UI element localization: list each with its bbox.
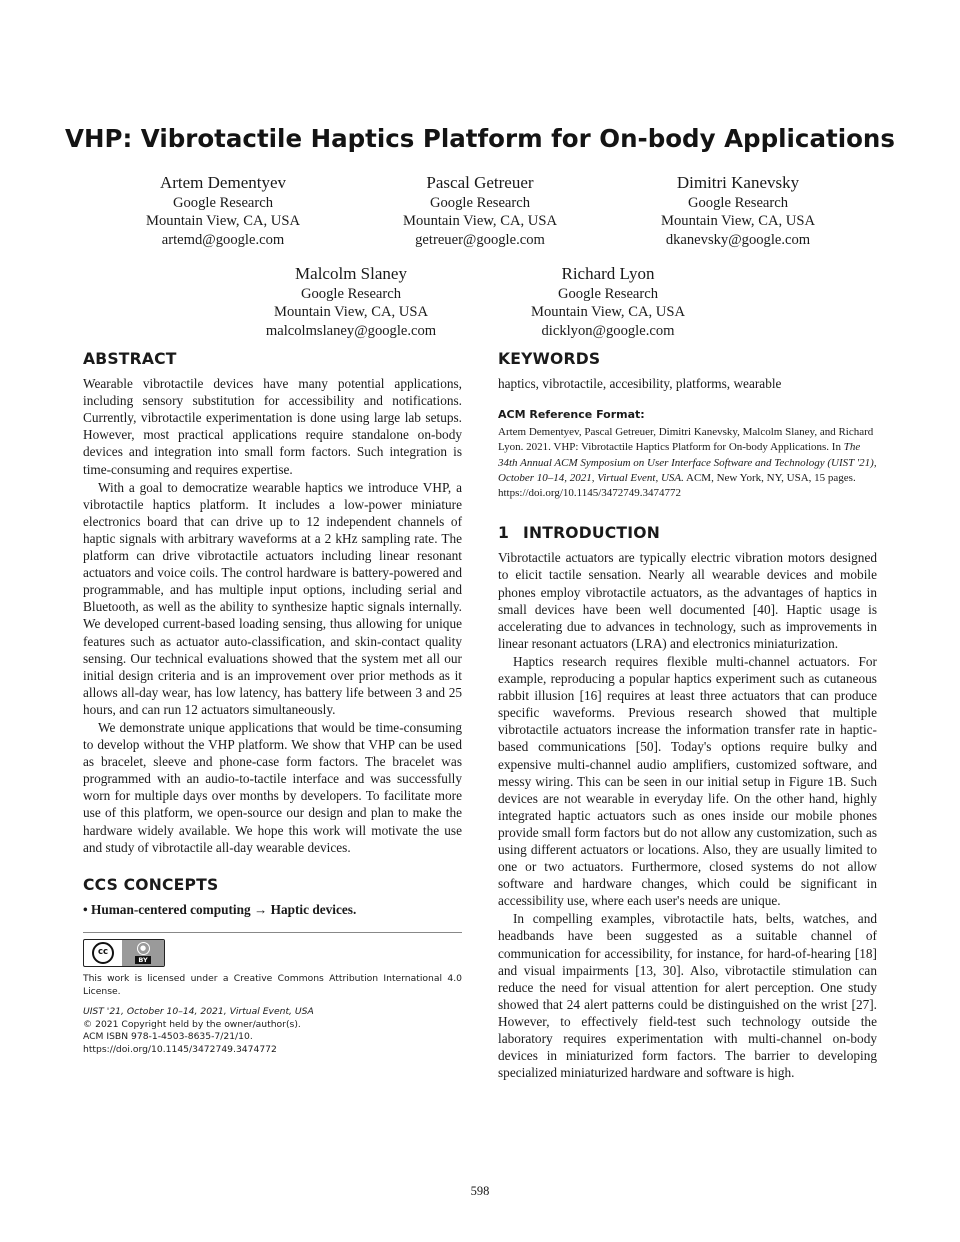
author-name: Pascal Getreuer <box>426 173 534 192</box>
isbn-line: ACM ISBN 978-1-4503-8635-7/21/10. <box>83 1031 253 1043</box>
abstract-paragraph: We demonstrate unique applications that would be time-consuming to develop without the VHP platform. We show that VHP can be used as bracelet, sleeve and phone-case form factors. The bracelet was programmed with an audio-to-tactile interface and was successfully worn for multiple days over months by developers. To facilitate more use of this platform, we open-source our design and plan to make the hardware widely available. We hope this work will motivate the use and study of vibrotactile all-day wearable devices. <box>83 719 462 855</box>
abstract-heading: ABSTRACT <box>83 350 177 368</box>
introduction-heading <box>498 525 877 542</box>
author-block <box>350 172 610 249</box>
reference-publisher: ACM, New York, NY, USA, 15 pages. https://doi.org/10.1145/3472749.3474772 <box>498 471 856 500</box>
author-email: dkanevsky@google.com <box>665 231 811 248</box>
abstract-paragraph: With a goal to democratize wearable haptics we introduce VHP, a vibrotactile haptics platform. It includes a low-power miniature electronics board that can drive up to 12 independent channels of haptic signals with arbitrary waveforms at a 2 kHz sampling rate. The platform can drive vibrotactile actuators including linear resonant actuators and voice coils. The control hardware is battery-powered and programmable, and has multiple input options, including serial and Bluetooth, as well as the ability to synthesize haptic signals internally. We developed current-based loading sensing, thus allowing for unique features such as actuator auto-classification, and skin-contact quality sensing. Our technical evaluations showed that the system met all our initial design criteria and is an improvement over prior methods as it allows all-day wear, has low latency, has battery life between 3 and 25 hours, and can run 12 actuators simultaneously. <box>83 479 462 717</box>
author-email: getreuer@google.com <box>415 231 545 248</box>
author-affiliation: Google Research <box>300 286 402 302</box>
author-name: Artem Dementyev <box>159 173 287 192</box>
author-email: dicklyon@google.com <box>541 322 675 339</box>
keywords-heading: KEYWORDS <box>498 350 601 368</box>
author-block <box>221 263 481 340</box>
author-affiliation: Google Research <box>687 195 789 211</box>
author-location: Mountain View, CA, USA <box>146 213 300 230</box>
author-email: malcolmslaney@google.com <box>265 322 437 339</box>
introduction-paragraph: Vibrotactile actuators are typically electric vibration motors designed to elicit tactile sensation. Nearly all wearable devices and mobile phones employ vibrotactile actuators, as the advantages of haptics in small devices have been well documented [40]. Haptic usage is accelerating due to advances in technology, such as improvements in linear resonant actuators (LRA) and electronics miniaturization. <box>498 550 877 651</box>
author-affiliation: Google Research <box>429 195 531 211</box>
reference-format-heading: ACM Reference Format: <box>498 408 645 422</box>
ccs-heading: CCS CONCEPTS <box>83 875 219 894</box>
author-location: Mountain View, CA, USA <box>403 213 557 230</box>
left-column <box>83 351 462 1056</box>
abstract-paragraph: Wearable vibrotactile devices have many potential applications, including sensory substitution for accessibility and notifications. Currently, vibrotactile experimentation is done using large lab setups. However, most practical applications require standalone on-body devices and integration into small form factors. Such integration is time-consuming and requires expertise. <box>83 376 462 477</box>
reference-authors-title: Artem Dementyev, Pascal Getreuer, Dimitri Kanevsky, Malcolm Slaney, and Richard Lyon. 2021. VHP: Vibrotactile Haptics Platform for On-body Applications. In <box>498 426 874 454</box>
doi-line: https://doi.org/10.1145/3472749.3474772 <box>83 1043 277 1055</box>
attribution-person-icon: ● <box>137 942 150 955</box>
keywords-text: haptics, vibrotactile, accesibility, platforms, wearable <box>498 376 782 392</box>
author-block <box>93 172 353 249</box>
author-location: Mountain View, CA, USA <box>274 304 428 321</box>
page-number: 598 <box>470 1184 490 1198</box>
cc-by-license-badge <box>83 939 165 967</box>
author-affiliation: Google Research <box>172 195 274 211</box>
venue-line: UIST '21, October 10–14, 2021, Virtual Event, USA <box>83 1006 314 1018</box>
reference-venue: The 34th Annual ACM Symposium on User Interface Software and Technology (UIST '21), October 10–14, 2021, Virtual Event, USA. <box>498 441 877 484</box>
reference-format-text <box>498 425 877 501</box>
author-name: Richard Lyon <box>561 264 655 283</box>
introduction-paragraph: In compelling examples, vibrotactile hats, belts, watches, and headbands have been suggested as a suitable channel of communication for accessibility, for instance, for hard-of-hearing [18] and visual impairments [13, 30]. Also, vibrotactile stimulation can reduce the need for visual attention for alert perception. One study showed that 24 alert patterns could be distinguished on the wrist [27]. However, to effectively field-test such technology outside the laboratory requires experimentation with multi-channel on-body devices in miniaturized form factors. The barrier to developing specialized miniaturized hardware and software is high. <box>498 911 877 1081</box>
paper-title: VHP: Vibrotactile Haptics Platform for On-body Applications <box>65 124 895 153</box>
footnote-divider <box>83 932 462 933</box>
author-block <box>478 263 738 340</box>
section-title: INTRODUCTION <box>523 524 660 543</box>
author-location: Mountain View, CA, USA <box>531 304 685 321</box>
author-name: Dimitri Kanevsky <box>676 173 800 192</box>
right-column <box>498 351 877 1081</box>
author-location: Mountain View, CA, USA <box>661 213 815 230</box>
ccs-item: • Human-centered computing → Haptic devices. <box>83 901 357 917</box>
section-number: 1 <box>498 524 510 543</box>
author-email: artemd@google.com <box>161 231 285 248</box>
author-affiliation: Google Research <box>557 286 659 302</box>
by-label: BY <box>135 956 150 964</box>
copyright-line: © 2021 Copyright held by the owner/author(s). <box>83 1018 301 1030</box>
author-block <box>608 172 868 249</box>
author-name: Malcolm Slaney <box>295 264 407 283</box>
cc-icon: cc <box>92 942 114 964</box>
license-text: This work is licensed under a Creative Commons Attribution International 4.0 License. <box>83 972 462 997</box>
introduction-paragraph: Haptics research requires flexible multi-channel actuators. For example, reproducing a popular haptics experiment such as cutaneous rabbit illusion [16] requires at least three actuators that can produce specific waveforms. Previous research showed that multiple vibrotactile actuators increase the information transfer rate in haptic-based communications [50]. Today's options require bulky and expensive multi-channel audio amplifiers, customized software, and messy wiring. This can be seen in our initial setup in Figure 1B. Such devices are not wearable in everyday life. On the other hand, highly integrated haptic actuators such as ones inside our mobile phones provide small form factors but do not allow any customization, such as using different actuators or locations. Also, they are usually limited to one or two actuators. Furthermore, closed systems do not allow software and hardware changes, which could be significant in accessibility use, where each user's needs are unique. <box>498 653 877 909</box>
